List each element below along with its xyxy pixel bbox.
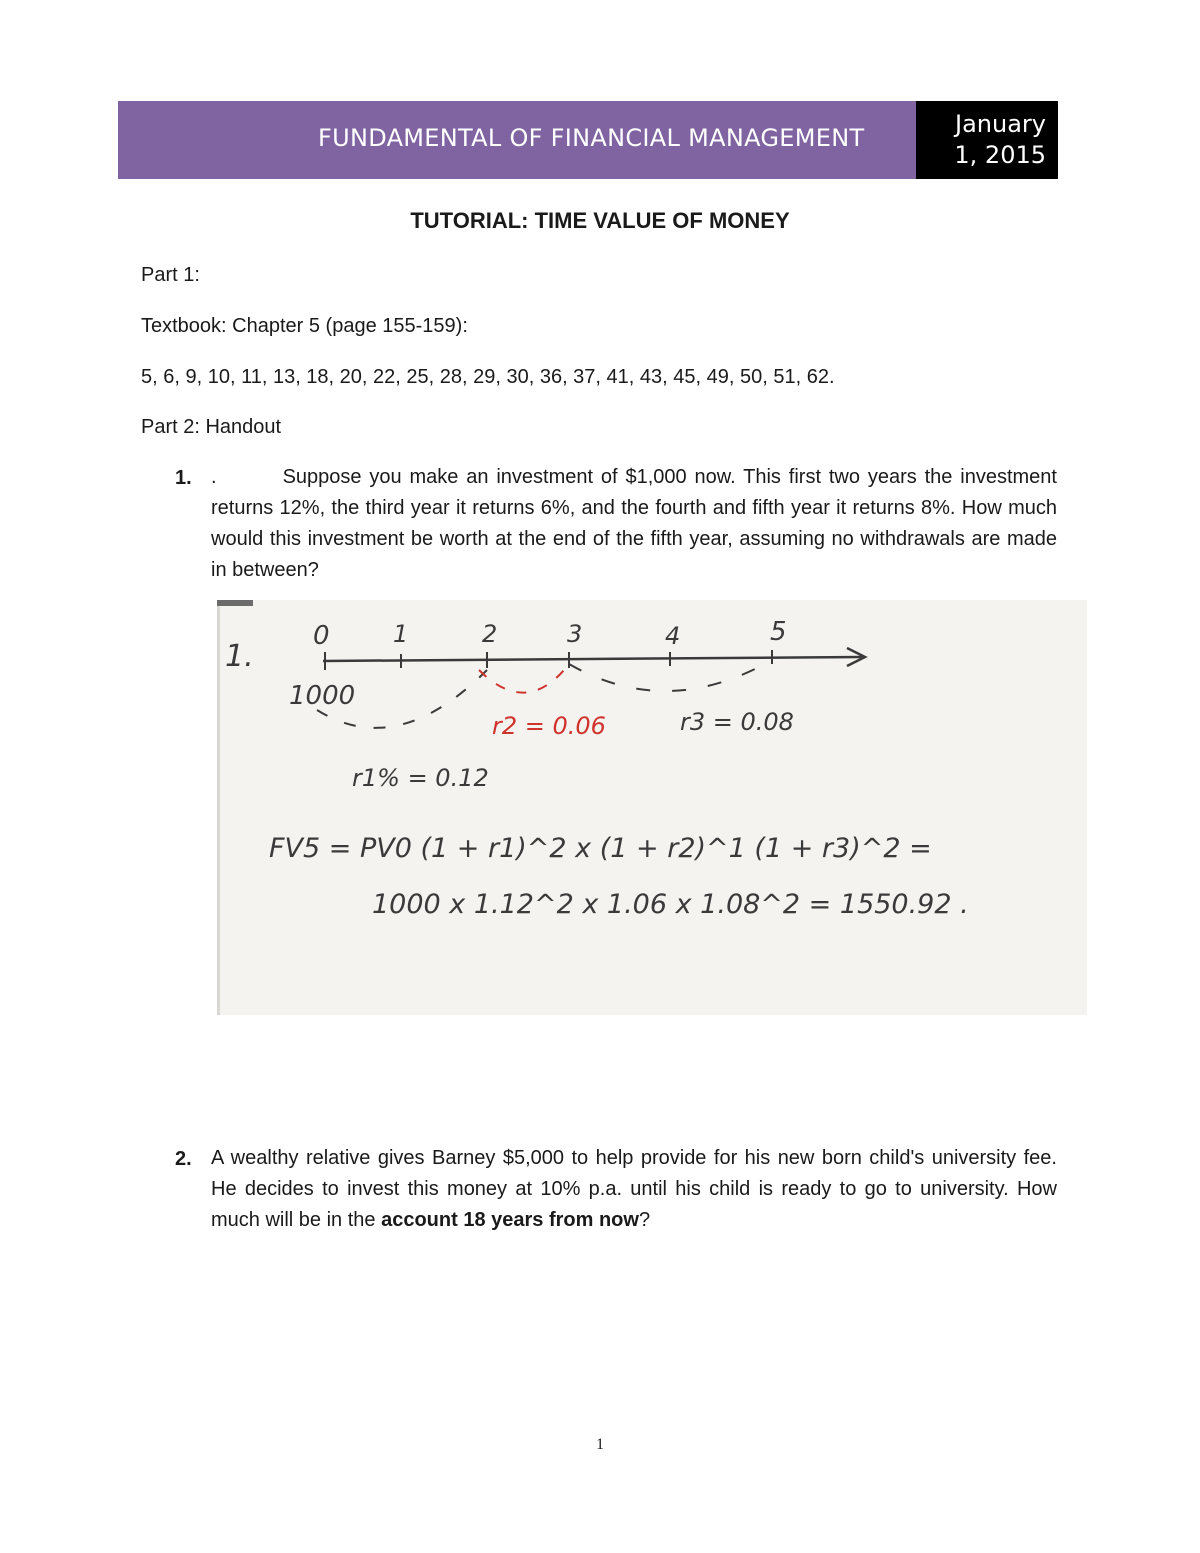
header-date <box>916 101 1058 179</box>
question2-end: ? <box>638 1209 651 1231</box>
part1-heading: Part 1: <box>141 264 200 286</box>
header-date-line2: 1, 2015 <box>954 141 1046 169</box>
handwritten-solution-photo <box>217 600 1087 1015</box>
timeline-axis <box>323 657 862 661</box>
photo-edge <box>217 606 220 1015</box>
tick-label-3: 3 <box>567 620 583 648</box>
question1-number: 1. <box>175 467 192 489</box>
header-title: FUNDAMENTAL OF FINANCIAL MANAGEMENT <box>318 124 865 152</box>
tick-label-2: 2 <box>482 620 498 648</box>
present-value-text: 1000 <box>289 681 356 711</box>
future-value-formula: FV5 = PV0 (1 + r1)^2 x (1 + r2)^1 (1 + r3)^2 = <box>269 833 932 864</box>
photo-corner-mark <box>217 600 253 606</box>
question1-dot: . <box>211 466 217 488</box>
question1-body: Suppose you make an investment of $1,000 now. This first two years the investment returns 12%, the third year it returns 6%, and the fourth and fifth year it returns 8%. How much would this investment be worth at the end of the fifth year, assuming no withdrawals are made in between? <box>211 466 1057 581</box>
question1-text <box>211 462 1057 586</box>
page-number: 1 <box>596 1436 604 1453</box>
part1-problem-list: 5, 6, 9, 10, 11, 13, 18, 20, 22, 25, 28, 29, 30, 36, 37, 41, 43, 45, 49, 50, 51, 62. <box>141 366 835 388</box>
question2-emphasis: account 18 years from now <box>381 1209 639 1231</box>
question2-text <box>211 1143 1057 1236</box>
document-title: TUTORIAL: TIME VALUE OF MONEY <box>410 208 790 233</box>
header-date-line1: January <box>955 110 1046 138</box>
rate-1-text: r1% = 0.12 <box>352 764 489 792</box>
rate-3-text: r3 = 0.08 <box>680 708 794 736</box>
handwritten-solution-drawing <box>217 600 1087 1015</box>
part2-heading: Part 2: Handout <box>141 416 282 438</box>
future-value-calculation: 1000 x 1.12^2 x 1.06 x 1.08^2 = 1550.92 . <box>372 889 969 920</box>
rate-2-text: r2 = 0.06 <box>492 712 606 740</box>
period-arc-year-3 <box>479 664 569 693</box>
tick-label-4: 4 <box>665 622 681 650</box>
tick-label-5: 5 <box>770 617 787 647</box>
question2-body: A wealthy relative gives Barney $5,000 to help provide for his new born child's university fee. He decides to invest this money at 10% p.a. until his child is ready to go to university. How much will be in the <box>211 1147 1057 1231</box>
question2-number: 2. <box>175 1148 192 1170</box>
solution-label: 1. <box>225 639 254 674</box>
tick-label-0: 0 <box>313 621 330 651</box>
part1-textbook: Textbook: Chapter 5 (page 155-159): <box>141 315 468 337</box>
tick-label-1: 1 <box>393 620 409 648</box>
